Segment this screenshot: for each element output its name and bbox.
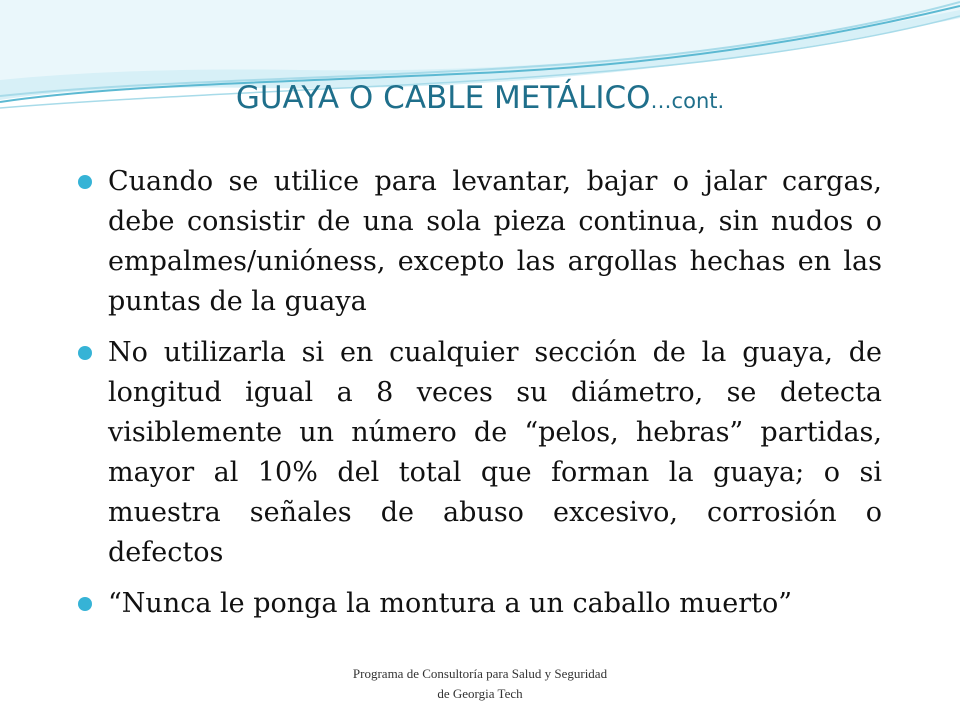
bullet-text: No utilizarla si en cualquier sección de la guaya, de longitud igual a 8 veces su diámetro, se detecta visiblemente un número de “pelos, hebras” partidas, mayor al 10% del total que forman la guaya; o si muestra señales de abuso excesivo, corrosión o defectos: [108, 337, 882, 568]
bullet-list: [76, 162, 882, 635]
bullet-dot-icon: [78, 597, 92, 611]
title-suffix: …cont.: [650, 89, 725, 113]
bullet-text: “Nunca le ponga la montura a un caballo muerto”: [108, 588, 793, 619]
bullet-item: [76, 162, 882, 322]
footer: [280, 664, 680, 704]
footer-line: Programa de Consultoría para Salud y Seguridad: [352, 666, 608, 681]
bullet-item: [76, 584, 882, 624]
title-main: GUAYA O CABLE METÁLICO: [235, 80, 651, 116]
bullet-dot-icon: [78, 346, 92, 360]
bullet-text: Cuando se utilice para levantar, bajar o jalar cargas, debe consistir de una sola pieza continua, sin nudos o empalmes/unióness, excepto las argollas hechas en las puntas de la guaya: [108, 166, 882, 317]
bullet-dot-icon: [78, 175, 92, 189]
slide-title: [0, 80, 960, 116]
bullet-item: [76, 333, 882, 573]
footer-line: de Georgia Tech: [437, 686, 523, 701]
